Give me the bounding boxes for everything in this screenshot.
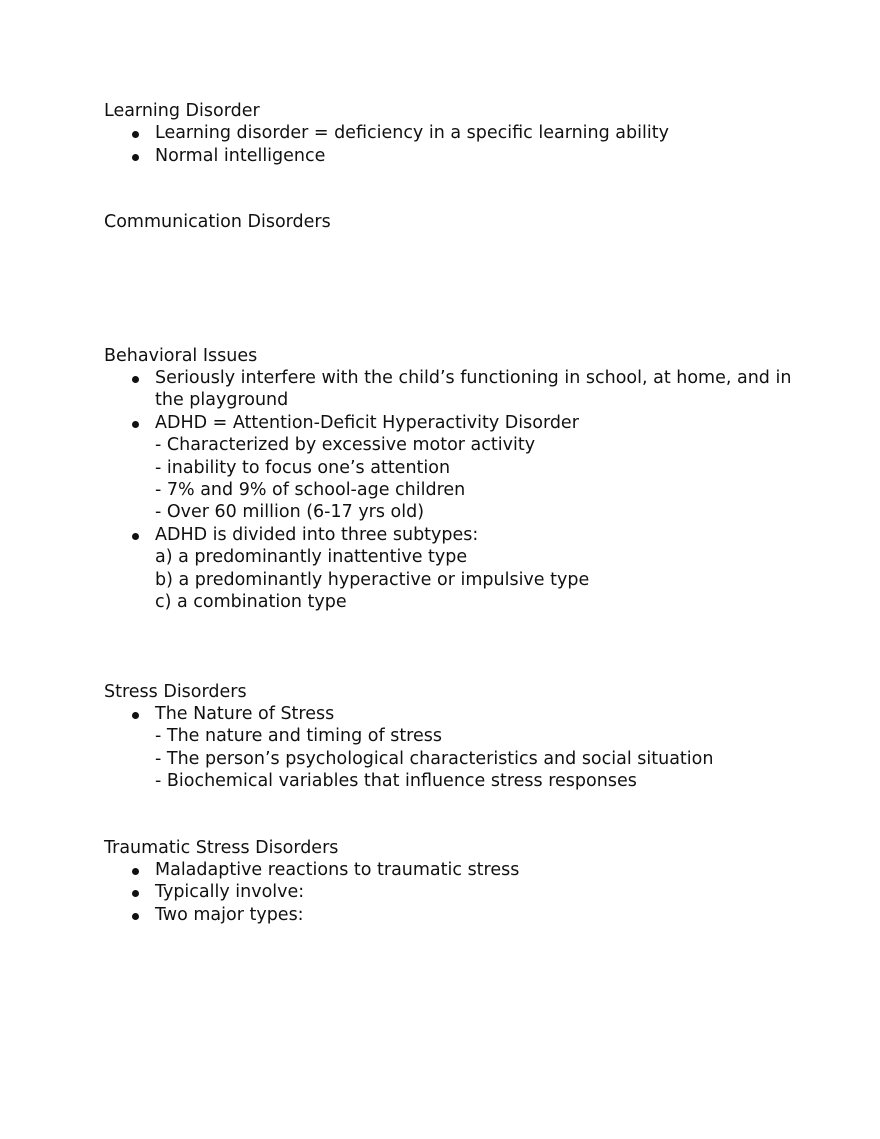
bullet-text: The Nature of Stress [155, 703, 335, 724]
bullet-text: Learning disorder = deficiency in a specific learning ability [155, 123, 669, 144]
bullet-text: Normal intelligence [155, 145, 326, 166]
list-item [155, 122, 804, 144]
bullet-list [104, 122, 804, 167]
list-item [155, 881, 804, 903]
sub-item: - The nature and timing of stress [155, 726, 442, 747]
section-heading: Communication Disorders [104, 212, 331, 233]
document-body [104, 100, 804, 926]
sub-item: c) a combination type [155, 592, 347, 613]
section-behavioral-issues [104, 345, 804, 614]
list-item [155, 703, 804, 793]
section-stress-disorders [104, 681, 804, 793]
bullet-list [104, 703, 804, 793]
section-learning-disorder [104, 100, 804, 167]
sub-item: - 7% and 9% of school-age children [155, 480, 466, 501]
sub-item: - Biochemical variables that influence stress responses [155, 771, 637, 792]
bullet-text: Maladaptive reactions to traumatic stress [155, 859, 520, 880]
bullet-text: Two major types: [155, 904, 304, 925]
sub-item: - Characterized by excessive motor activity [155, 435, 536, 456]
section-heading: Traumatic Stress Disorders [104, 837, 339, 858]
section-heading: Stress Disorders [104, 681, 247, 702]
section-heading: Behavioral Issues [104, 345, 258, 366]
sub-item: - The person’s psychological characteristics and social situation [155, 748, 714, 769]
list-item [155, 524, 804, 614]
bullet-text: ADHD is divided into three subtypes: [155, 524, 479, 545]
bullet-text: ADHD = Attention-Deficit Hyperactivity Disorder [155, 412, 579, 433]
list-item [155, 145, 804, 167]
list-item [155, 412, 804, 524]
list-item [155, 367, 804, 412]
bullet-list [104, 367, 804, 613]
bullet-list [104, 859, 804, 926]
section-traumatic-stress-disorders [104, 837, 804, 927]
list-item [155, 904, 804, 926]
bullet-text: Typically involve: [155, 882, 305, 903]
sub-item: a) a predominantly inattentive type [155, 547, 468, 568]
sub-item: - inability to focus one’s attention [155, 457, 451, 478]
sub-item: - Over 60 million (6-17 yrs old) [155, 502, 425, 523]
bullet-text: Seriously interfere with the child’s functioning in school, at home, and in the playground [155, 368, 792, 411]
sub-item: b) a predominantly hyperactive or impulsive type [155, 569, 590, 590]
list-item [155, 859, 804, 881]
section-heading: Learning Disorder [104, 101, 260, 121]
section-communication-disorders [104, 211, 804, 233]
